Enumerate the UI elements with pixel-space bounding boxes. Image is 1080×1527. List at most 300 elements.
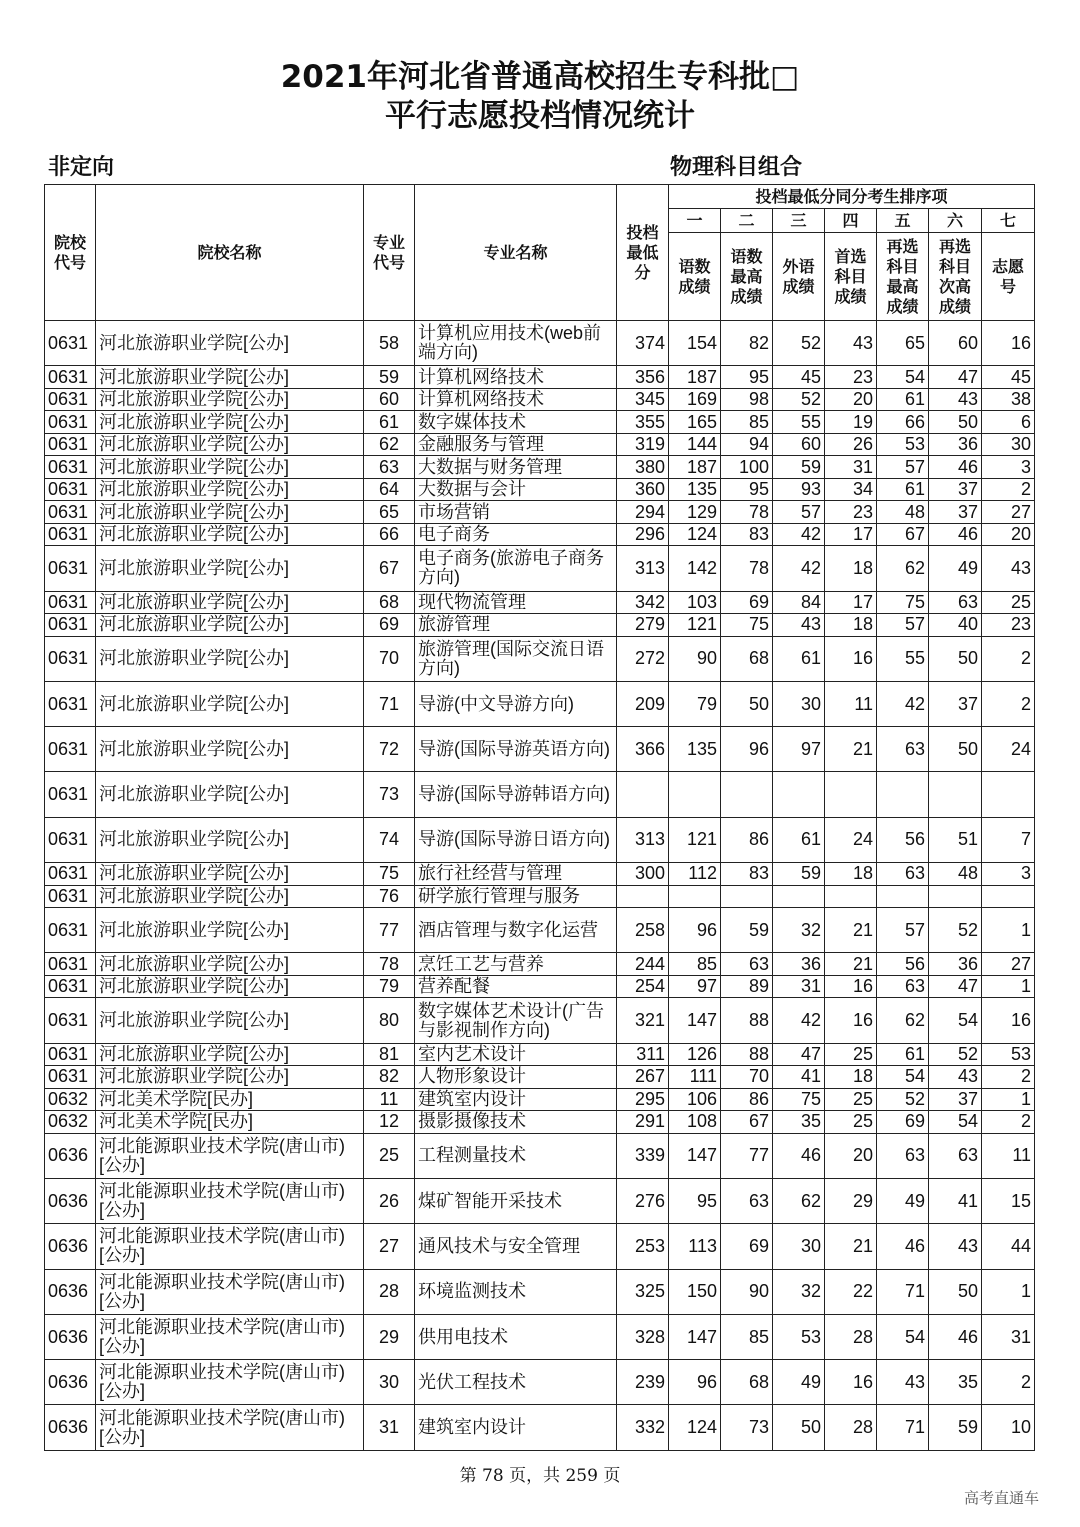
score-cell: 150 [669,1269,721,1314]
score-cell: 154 [669,321,721,366]
school-code-cell: 0631 [45,1066,96,1089]
score-cell: 37 [929,1088,982,1111]
score-cell: 89 [721,975,773,998]
school-code-cell: 0632 [45,1111,96,1134]
score-cell: 52 [877,1088,929,1111]
table-row [45,523,1035,546]
major-name-cell: 建筑室内设计 [415,1405,617,1450]
major-code-cell: 60 [364,388,415,411]
page-subtitle: 平行志愿投档情况统计 [385,98,695,134]
header-min-score: 投档最低分 [617,185,669,321]
major-name-cell: 数字媒体技术 [415,411,617,434]
major-name-cell: 旅游管理(国际交流日语方向) [415,636,617,681]
major-code-cell: 61 [364,411,415,434]
score-cell: 97 [773,727,825,772]
score-cell: 56 [877,953,929,976]
major-name-cell: 导游(中文导游方向) [415,681,617,726]
school-name-cell: 河北能源职业技术学院(唐山市)[公办] [96,1314,364,1359]
score-cell: 30 [773,1224,825,1269]
school-code-cell: 0631 [45,591,96,614]
min-score-cell: 313 [617,817,669,862]
major-code-cell: 27 [364,1224,415,1269]
score-cell: 2 [982,1360,1035,1405]
score-cell: 26 [825,433,877,456]
major-name-cell: 导游(国际导游英语方向) [415,727,617,772]
school-name-cell: 河北美术学院[民办] [96,1088,364,1111]
score-cell: 2 [982,1111,1035,1134]
score-cell: 29 [825,1178,877,1223]
major-code-cell: 59 [364,366,415,389]
school-code-cell: 0631 [45,975,96,998]
min-score-cell: 254 [617,975,669,998]
score-cell: 63 [929,591,982,614]
school-name-cell: 河北旅游职业学院[公办] [96,478,364,501]
major-code-cell: 74 [364,817,415,862]
score-cell: 96 [669,908,721,953]
school-code-cell: 0636 [45,1360,96,1405]
school-name-cell: 河北旅游职业学院[公办] [96,501,364,524]
major-code-cell: 75 [364,863,415,886]
score-cell: 111 [669,1066,721,1089]
school-code-cell: 0631 [45,366,96,389]
table-row [45,1088,1035,1111]
score-cell: 98 [721,388,773,411]
score-cell: 49 [773,1360,825,1405]
score-cell: 28 [825,1405,877,1450]
header-sub: 志愿号 [982,233,1035,321]
score-cell: 11 [825,681,877,726]
score-cell: 46 [929,456,982,479]
score-cell: 2 [982,478,1035,501]
school-code-cell: 0631 [45,321,96,366]
score-cell: 43 [773,614,825,637]
score-cell: 67 [721,1111,773,1134]
score-cell: 147 [669,1133,721,1178]
major-code-cell: 69 [364,614,415,637]
score-cell: 16 [825,975,877,998]
score-cell: 61 [877,388,929,411]
school-code-cell: 0631 [45,727,96,772]
score-cell: 96 [669,1360,721,1405]
score-cell [982,885,1035,908]
score-cell: 23 [825,366,877,389]
score-cell: 93 [773,478,825,501]
score-cell [929,885,982,908]
score-cell: 42 [877,681,929,726]
score-cell: 67 [877,523,929,546]
score-cell: 60 [773,433,825,456]
min-score-cell: 311 [617,1043,669,1066]
major-code-cell: 58 [364,321,415,366]
major-name-cell: 人物形象设计 [415,1066,617,1089]
major-name-cell: 现代物流管理 [415,591,617,614]
table-row [45,1360,1035,1405]
score-cell: 95 [721,366,773,389]
header-sub: 语数最高成绩 [721,233,773,321]
score-cell: 45 [773,366,825,389]
score-cell: 63 [929,1133,982,1178]
score-cell: 18 [825,614,877,637]
school-name-cell: 河北旅游职业学院[公办] [96,614,364,637]
major-code-cell: 63 [364,456,415,479]
score-cell: 53 [982,1043,1035,1066]
score-cell: 85 [721,411,773,434]
score-cell: 59 [773,456,825,479]
score-cell: 73 [721,1405,773,1450]
score-cell: 31 [773,975,825,998]
score-cell: 60 [929,321,982,366]
major-name-cell: 室内艺术设计 [415,1043,617,1066]
min-score-cell: 244 [617,953,669,976]
score-cell: 59 [721,908,773,953]
score-cell: 52 [773,321,825,366]
header-ordinal: 一 [669,209,721,233]
page-footer: 第 78 页，共 259 页 [459,1466,621,1486]
score-cell: 45 [982,366,1035,389]
score-cell: 16 [825,1360,877,1405]
score-cell: 62 [773,1178,825,1223]
header-ordinal: 五 [877,209,929,233]
header-sub: 语数成绩 [669,233,721,321]
school-code-cell: 0631 [45,998,96,1043]
table-row [45,433,1035,456]
school-code-cell: 0636 [45,1405,96,1450]
category-label: 非定向 [48,155,115,180]
score-cell: 23 [825,501,877,524]
score-cell: 97 [669,975,721,998]
score-cell: 68 [721,636,773,681]
table-row [45,863,1035,886]
score-cell: 112 [669,863,721,886]
score-cell: 121 [669,817,721,862]
score-cell: 20 [825,1133,877,1178]
min-score-cell: 319 [617,433,669,456]
score-cell: 78 [721,501,773,524]
score-cell: 169 [669,388,721,411]
table-row [45,727,1035,772]
score-cell: 37 [929,501,982,524]
score-cell: 85 [669,953,721,976]
score-cell: 75 [773,1088,825,1111]
score-cell: 43 [877,1360,929,1405]
header-school-name: 院校名称 [96,185,364,321]
major-name-cell: 计算机网络技术 [415,388,617,411]
score-cell: 103 [669,591,721,614]
min-score-cell: 294 [617,501,669,524]
score-cell [929,772,982,817]
header-ordinal: 七 [982,209,1035,233]
score-cell: 21 [825,1224,877,1269]
score-cell: 90 [669,636,721,681]
major-name-cell: 旅行社经营与管理 [415,863,617,886]
score-cell: 50 [929,411,982,434]
min-score-cell: 339 [617,1133,669,1178]
score-cell: 50 [929,727,982,772]
score-cell: 57 [877,614,929,637]
school-name-cell: 河北旅游职业学院[公办] [96,953,364,976]
major-code-cell: 28 [364,1269,415,1314]
score-cell: 147 [669,1314,721,1359]
table-row [45,614,1035,637]
score-cell: 88 [721,1043,773,1066]
score-cell: 70 [721,1066,773,1089]
score-cell: 69 [877,1111,929,1134]
score-cell: 1 [982,1088,1035,1111]
score-cell: 65 [877,321,929,366]
score-cell: 54 [877,1066,929,1089]
table-row [45,908,1035,953]
score-cell [721,885,773,908]
table-row [45,411,1035,434]
table-row [45,501,1035,524]
score-cell: 41 [929,1178,982,1223]
major-name-cell: 市场营销 [415,501,617,524]
score-cell: 84 [773,591,825,614]
min-score-cell: 374 [617,321,669,366]
table-row [45,998,1035,1043]
score-cell: 63 [877,975,929,998]
score-cell: 78 [721,546,773,591]
score-cell: 71 [877,1405,929,1450]
score-cell: 86 [721,1088,773,1111]
score-cell: 21 [825,908,877,953]
major-name-cell: 计算机网络技术 [415,366,617,389]
score-cell: 47 [929,366,982,389]
score-cell: 11 [982,1133,1035,1178]
score-cell: 50 [773,1405,825,1450]
major-name-cell: 通风技术与安全管理 [415,1224,617,1269]
school-code-cell: 0631 [45,636,96,681]
major-name-cell: 计算机应用技术(web前端方向) [415,321,617,366]
table-row [45,1405,1035,1450]
score-cell: 187 [669,366,721,389]
school-code-cell: 0631 [45,908,96,953]
min-score-cell [617,885,669,908]
score-cell: 61 [877,1043,929,1066]
major-code-cell: 65 [364,501,415,524]
school-name-cell: 河北旅游职业学院[公办] [96,591,364,614]
min-score-cell: 300 [617,863,669,886]
score-cell: 18 [825,1066,877,1089]
score-cell: 43 [929,1066,982,1089]
score-cell: 22 [825,1269,877,1314]
major-name-cell: 煤矿智能开采技术 [415,1178,617,1223]
score-cell: 43 [825,321,877,366]
score-cell: 63 [721,1178,773,1223]
score-cell: 2 [982,681,1035,726]
major-code-cell: 77 [364,908,415,953]
score-cell: 46 [929,523,982,546]
score-cell: 71 [877,1269,929,1314]
score-cell: 54 [877,1314,929,1359]
major-name-cell: 大数据与财务管理 [415,456,617,479]
min-score-cell: 295 [617,1088,669,1111]
score-cell: 35 [773,1111,825,1134]
subject-combo-label: 物理科目组合 [670,155,803,180]
score-cell: 54 [929,1111,982,1134]
min-score-cell: 272 [617,636,669,681]
score-cell: 135 [669,727,721,772]
score-cell: 106 [669,1088,721,1111]
min-score-cell: 380 [617,456,669,479]
score-cell: 69 [721,591,773,614]
score-cell: 17 [825,523,877,546]
score-cell: 61 [877,478,929,501]
score-cell: 57 [773,501,825,524]
score-cell: 20 [982,523,1035,546]
score-cell: 16 [825,636,877,681]
score-cell [877,885,929,908]
table-row [45,321,1035,366]
score-cell: 56 [877,817,929,862]
min-score-cell: 366 [617,727,669,772]
score-cell: 83 [721,863,773,886]
school-name-cell: 河北旅游职业学院[公办] [96,546,364,591]
min-score-cell: 328 [617,1314,669,1359]
score-cell: 49 [929,546,982,591]
major-code-cell: 70 [364,636,415,681]
school-name-cell: 河北旅游职业学院[公办] [96,727,364,772]
table-row [45,681,1035,726]
score-cell: 75 [877,591,929,614]
score-cell: 96 [721,727,773,772]
table-row [45,1269,1035,1314]
score-cell: 63 [877,727,929,772]
min-score-cell: 313 [617,546,669,591]
school-code-cell: 0631 [45,478,96,501]
min-score-cell: 345 [617,388,669,411]
table-row [45,772,1035,817]
header-school-code: 院校代号 [45,185,96,321]
school-code-cell: 0631 [45,501,96,524]
score-cell: 1 [982,975,1035,998]
school-name-cell: 河北旅游职业学院[公办] [96,456,364,479]
header-major-name: 专业名称 [415,185,617,321]
header-sub: 首选科目成绩 [825,233,877,321]
score-cell: 42 [773,998,825,1043]
score-cell: 62 [877,546,929,591]
major-code-cell: 79 [364,975,415,998]
score-cell: 94 [721,433,773,456]
major-name-cell: 数字媒体艺术设计(广告与影视制作方向) [415,998,617,1043]
score-cell: 61 [773,817,825,862]
school-code-cell: 0631 [45,681,96,726]
score-cell: 1 [982,908,1035,953]
school-name-cell: 河北旅游职业学院[公办] [96,388,364,411]
score-cell: 25 [825,1111,877,1134]
score-cell: 144 [669,433,721,456]
major-name-cell: 电子商务 [415,523,617,546]
major-name-cell: 供用电技术 [415,1314,617,1359]
score-cell: 37 [929,478,982,501]
score-cell: 46 [877,1224,929,1269]
score-cell: 2 [982,636,1035,681]
score-cell: 16 [825,998,877,1043]
score-cell: 52 [929,908,982,953]
min-score-cell: 258 [617,908,669,953]
score-cell: 129 [669,501,721,524]
school-name-cell: 河北旅游职业学院[公办] [96,908,364,953]
score-cell: 50 [929,636,982,681]
score-cell: 43 [982,546,1035,591]
score-cell: 90 [721,1269,773,1314]
table-row [45,885,1035,908]
score-cell: 121 [669,614,721,637]
score-cell: 30 [773,681,825,726]
table-row [45,1133,1035,1178]
major-code-cell: 80 [364,998,415,1043]
header-sub: 再选科目次高成绩 [929,233,982,321]
major-code-cell: 25 [364,1133,415,1178]
score-cell: 15 [982,1178,1035,1223]
header-tiebreak-group: 投档最低分同分考生排序项 [669,185,1035,209]
major-name-cell: 环境监测技术 [415,1269,617,1314]
score-cell: 31 [825,456,877,479]
table-row [45,546,1035,591]
school-name-cell: 河北旅游职业学院[公办] [96,863,364,886]
score-cell [825,772,877,817]
school-name-cell: 河北能源职业技术学院(唐山市)[公办] [96,1269,364,1314]
header-ordinal: 四 [825,209,877,233]
admission-table [44,184,1035,1451]
school-code-cell: 0631 [45,614,96,637]
major-code-cell: 11 [364,1088,415,1111]
min-score-cell: 253 [617,1224,669,1269]
school-code-cell: 0636 [45,1133,96,1178]
score-cell: 48 [929,863,982,886]
school-code-cell: 0631 [45,433,96,456]
score-cell: 187 [669,456,721,479]
min-score-cell: 291 [617,1111,669,1134]
table-body [45,321,1035,1451]
score-cell: 35 [929,1360,982,1405]
major-code-cell: 29 [364,1314,415,1359]
score-cell: 61 [773,636,825,681]
school-name-cell: 河北旅游职业学院[公办] [96,433,364,456]
major-name-cell: 建筑室内设计 [415,1088,617,1111]
school-name-cell: 河北旅游职业学院[公办] [96,998,364,1043]
major-code-cell: 31 [364,1405,415,1450]
score-cell: 124 [669,523,721,546]
score-cell: 43 [929,1224,982,1269]
major-name-cell: 金融服务与管理 [415,433,617,456]
score-cell: 52 [773,388,825,411]
major-code-cell: 81 [364,1043,415,1066]
major-name-cell: 研学旅行管理与服务 [415,885,617,908]
min-score-cell: 239 [617,1360,669,1405]
school-code-cell: 0631 [45,411,96,434]
school-code-cell: 0631 [45,953,96,976]
major-name-cell: 导游(国际导游韩语方向) [415,772,617,817]
score-cell: 19 [825,411,877,434]
school-code-cell: 0631 [45,456,96,479]
score-cell: 32 [773,908,825,953]
score-cell: 40 [929,614,982,637]
min-score-cell: 279 [617,614,669,637]
score-cell: 16 [982,321,1035,366]
school-name-cell: 河北能源职业技术学院(唐山市)[公办] [96,1360,364,1405]
school-name-cell: 河北旅游职业学院[公办] [96,975,364,998]
min-score-cell: 267 [617,1066,669,1089]
score-cell: 88 [721,998,773,1043]
table-row [45,1066,1035,1089]
school-code-cell: 0631 [45,772,96,817]
score-cell: 42 [773,523,825,546]
school-name-cell: 河北能源职业技术学院(唐山市)[公办] [96,1224,364,1269]
min-score-cell: 276 [617,1178,669,1223]
score-cell: 63 [877,863,929,886]
score-cell: 126 [669,1043,721,1066]
